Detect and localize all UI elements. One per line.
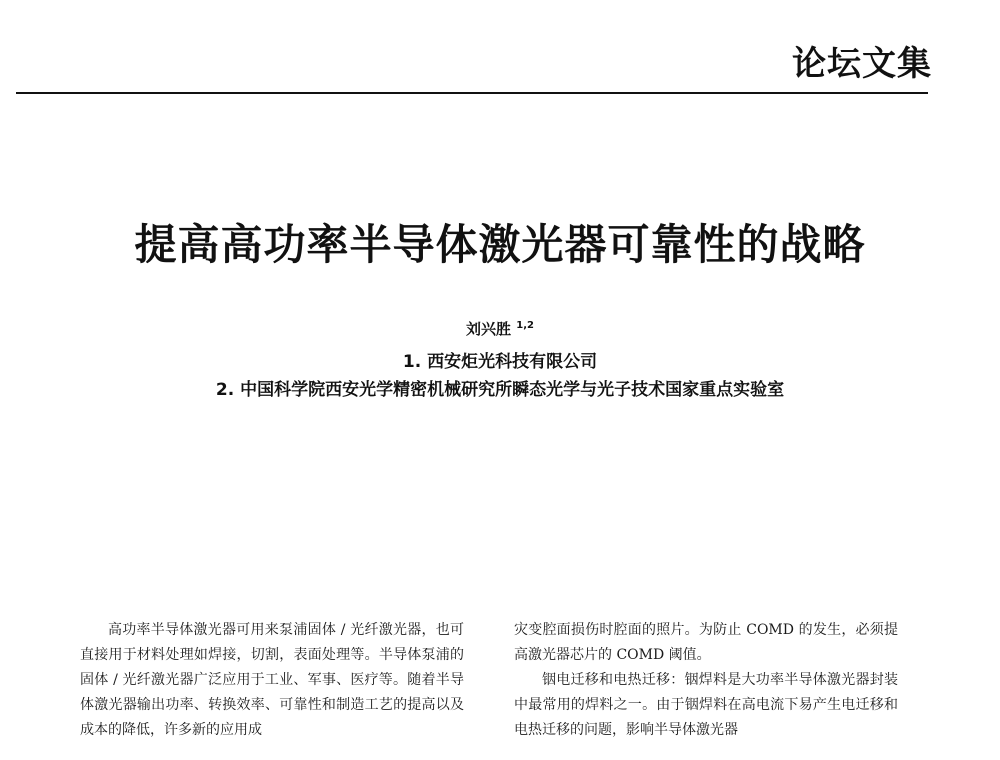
article-title: 提高高功率半导体激光器可靠性的战略 <box>134 220 866 269</box>
left-paragraph: 高功率半导体激光器可用来泵浦固体 / 光纤激光器，也可直接用于材料处理如焊接，切割，表面处理等。半导体泵浦的固体 / 光纤激光器广泛应用于工业、军事、医疗等。随着半导体激光器输出功率、转换效率、可靠性和制造工艺的提高以及成本的降低，许多新的应用成 <box>80 622 464 738</box>
author-affiliation-marks: 1,2 <box>516 320 534 331</box>
right-paragraph-2: 铟电迁移和电热迁移：铟焊料是大功率半导体激光器封装中最常用的焊料之一。由于铟焊料在高电流下易产生电迁移和电热迁移的问题，影响半导体激光器 <box>514 672 898 738</box>
right-paragraph-1: 灾变腔面损伤时腔面的照片。为防止 COMD 的发生，必须提高激光器芯片的 COMD 阈值。 <box>514 622 898 663</box>
author-name: 刘兴胜 <box>466 320 512 338</box>
body-right-column <box>514 618 898 743</box>
header-rule <box>16 92 928 94</box>
section-label: 论坛文集 <box>792 44 932 84</box>
affiliation-2: 2. 中国科学院西安光学精密机械研究所瞬态光学与光子技术国家重点实验室 <box>215 380 785 400</box>
affiliation-1: 1. 西安炬光科技有限公司 <box>402 352 598 372</box>
body-left-column <box>80 618 464 743</box>
author-line <box>0 318 1000 339</box>
